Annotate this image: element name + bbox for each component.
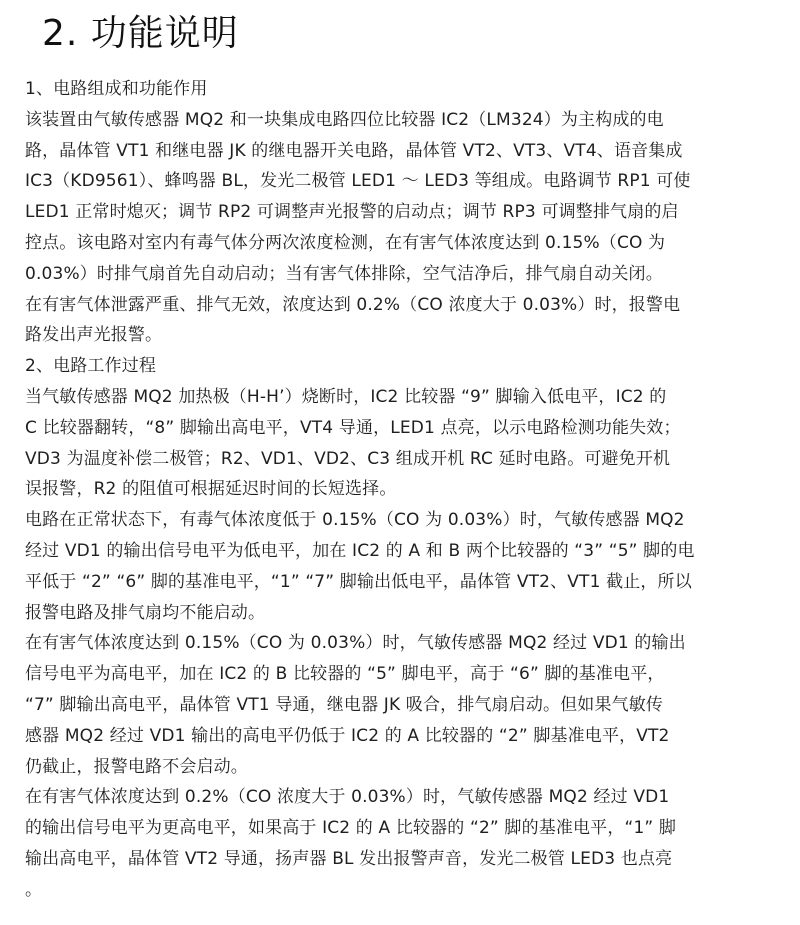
- text-line: 平低于 “2” “6” 脚的基准电平，“1” “7” 脚输出低电平，晶体管 VT2、VT1 截止，所以: [25, 571, 692, 592]
- text-line: 2、电路工作过程: [25, 356, 157, 377]
- text-line: “7” 脚输出高电平，晶体管 VT1 导通，继电器 JK 吸合，排气扇启动。但如果气敏传: [25, 694, 664, 715]
- text-line: 1、电路组成和功能作用: [25, 79, 208, 99]
- text-line: 信号电平为高电平，加在 IC2 的 B 比较器的 “5” 脚电平，高于 “6” 脚的基准电平，: [25, 664, 665, 685]
- text-line: 0.03%）时排气扇首先自动启动；当有害气体排除，空气洁净后，排气扇自动关闭。: [25, 263, 663, 284]
- text-line: 当气敏传感器 MQ2 加热极（H-H’）烧断时，IC2 比较器 “9” 脚输入低电平，IC2 的: [25, 386, 667, 407]
- text-line: 。: [25, 879, 43, 900]
- text-line: 路，晶体管 VT1 和继电器 JK 的继电器开关电路，晶体管 VT2、VT3、VT4、语音集成: [25, 140, 683, 161]
- text-line: 该装置由气敏传感器 MQ2 和一块集成电路四位比较器 IC2（LM324）为主构成的电: [25, 109, 664, 130]
- text-line: 在有害气体浓度达到 0.15%（CO 为 0.03%）时，气敏传感器 MQ2 经过 VD1 的输出: [25, 633, 686, 654]
- text-line: 的输出信号电平为更高电平，如果高于 IC2 的 A 比较器的 “2” 脚的基准电平，“1” 脚: [25, 818, 677, 839]
- text-line: 在有害气体浓度达到 0.2%（CO 浓度大于 0.03%）时，气敏传感器 MQ2 经过 VD1: [25, 787, 670, 808]
- text-line: 控点。该电路对室内有毒气体分两次浓度检测，在有害气体浓度达到 0.15%（CO 为: [25, 232, 666, 253]
- text-line: 报警电路及排气扇均不能启动。: [25, 602, 266, 623]
- text-line: 经过 VD1 的输出信号电平为低电平，加在 IC2 的 A 和 B 两个比较器的 “3” “5” 脚的电: [25, 540, 695, 561]
- text-line: VD3 为温度补偿二极管；R2、VD1、VD2、C3 组成开机 RC 延时电路。可避免开机: [25, 448, 671, 469]
- text-line: 误报警，R2 的阻值可根据延迟时间的长短选择。: [25, 479, 397, 500]
- text-line: C 比较器翻转，“8” 脚输出高电平，VT4 导通，LED1 点亮，以示电路检测功能失效；: [25, 417, 681, 438]
- section-title: 2. 功能说明: [42, 13, 239, 54]
- text-line: LED1 正常时熄灭；调节 RP2 可调整声光报警的启动点；调节 RP3 可调整排气扇的启: [25, 202, 679, 223]
- text-line: 在有害气体泄露严重、排气无效，浓度达到 0.2%（CO 浓度大于 0.03%）时，报警电: [25, 294, 681, 315]
- text-line: 输出高电平，晶体管 VT2 导通，扬声器 BL 发出报警声音，发光二极管 LED3 也点亮: [25, 848, 673, 869]
- text-line: 感器 MQ2 经过 VD1 输出的高电平仍低于 IC2 的 A 比较器的 “2” 脚基准电平，VT2: [25, 725, 670, 746]
- text-line: 电路在正常状态下，有毒气体浓度低于 0.15%（CO 为 0.03%）时，气敏传感器 MQ2: [25, 510, 685, 531]
- text-line: 仍截止，报警电路不会启动。: [25, 756, 248, 777]
- text-line: 路发出声光报警。: [25, 325, 163, 346]
- document-body: [25, 74, 776, 906]
- text-line: IC3（KD9561）、蜂鸣器 BL，发光二极管 LED1 ～ LED3 等组成。电路调节 RP1 可使: [25, 171, 691, 192]
